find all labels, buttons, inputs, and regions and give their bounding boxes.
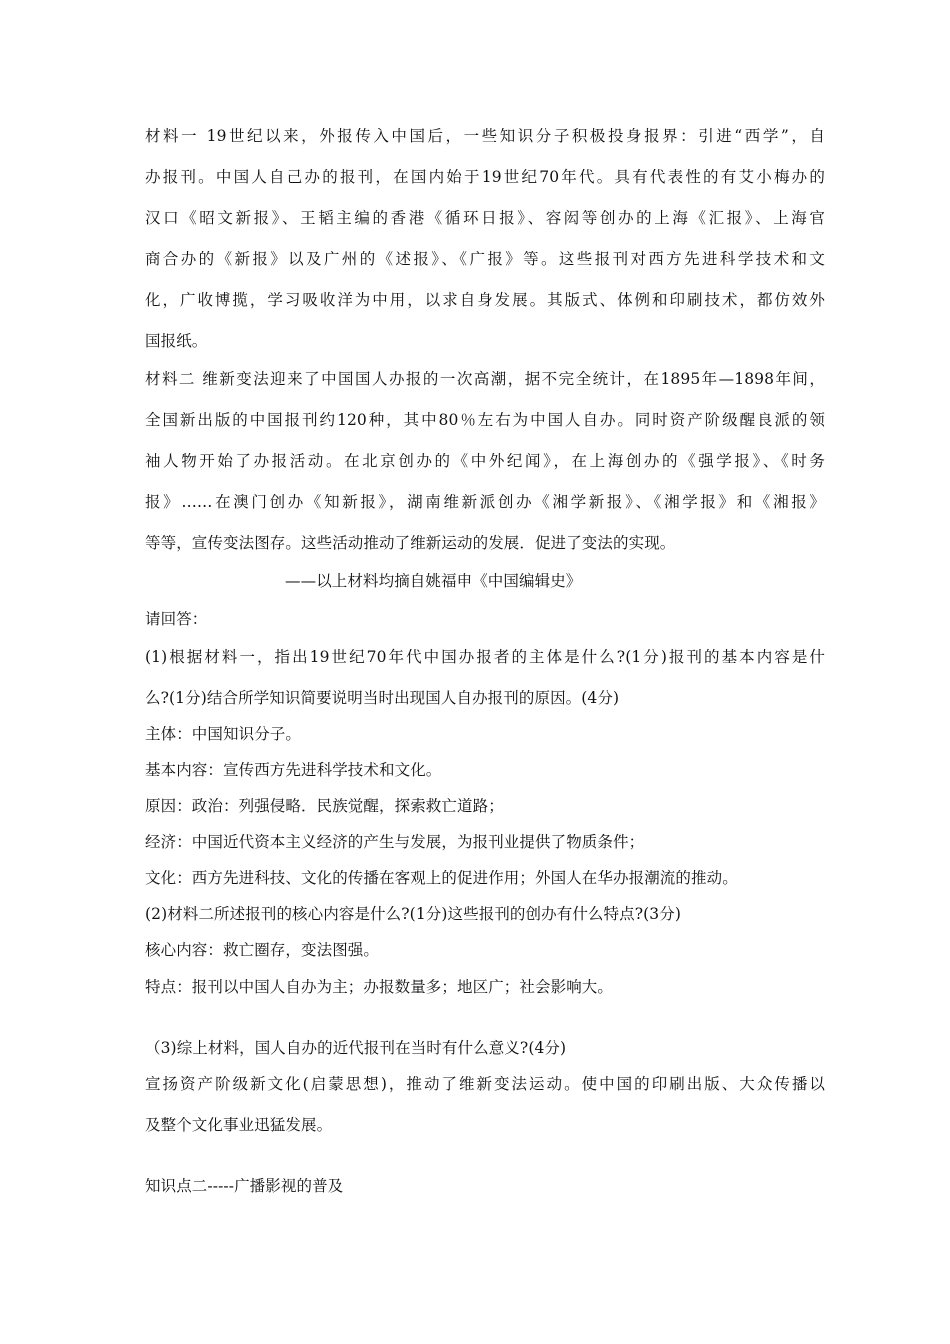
material2-line-2: 全国新出版的中国报刊约120种，其中80％左右为中国人自办。同时资产阶级醒良派的领: [145, 411, 825, 429]
section-heading-broadcast: 知识点二-----广播影视的普及: [145, 1177, 344, 1195]
material1-line-3: 汉口《昭文新报》、王韬主编的香港《循环日报》、容闳等创办的上海《汇报》、上海官: [145, 209, 825, 227]
material1-line-2: 办报刊。中国人自己办的报刊，在国内始于19世纪70年代。具有代表性的有艾小梅办的: [145, 168, 825, 186]
material1-line-5: 化，广收博揽，学习吸收洋为中用，以求自身发展。其版式、体例和印刷技术，都仿效外: [145, 291, 825, 309]
material2-line-4: 报》……在澳门创办《知新报》，湖南维新派创办《湘学新报》、《湘学报》和《湘报》: [145, 493, 825, 511]
q3-answer-line-1: 宣扬资产阶级新文化(启蒙思想)，推动了维新变法运动。使中国的印刷出版、大众传播以: [145, 1075, 825, 1093]
q2-answer-core: 核心内容：救亡圈存，变法图强。: [145, 941, 380, 959]
material2-line-3: 袖人物开始了办报活动。在北京创办的《中外纪闻》，在上海创办的《强学报》、《时务: [145, 452, 825, 470]
q1-answer-reason-economy: 经济：中国近代资本主义经济的产生与发展，为报刊业提供了物质条件；: [145, 833, 645, 851]
q1-answer-subject: 主体：中国知识分子。: [145, 725, 302, 743]
material1-line-6: 国报纸。: [145, 332, 208, 350]
material2-line-5: 等等，宣传变法图存。这些活动推动了维新运动的发展．促进了变法的实现。: [145, 534, 676, 552]
material2-line-1: 材料二 维新变法迎来了中国国人办报的一次高潮，据不完全统计，在1895年—1898年间，: [145, 370, 825, 388]
material1-line-4: 商合办的《新报》以及广州的《述报》、《广报》等。这些报刊对西方先进科学技术和文: [145, 250, 825, 268]
q1-answer-reason-politics: 原因：政治：列强侵略．民族觉醒，探索救亡道路；: [145, 797, 504, 815]
q1-answer-reason-culture: 文化：西方先进科技、文化的传播在客观上的促进作用；外国人在华办报潮流的推动。: [145, 869, 738, 887]
q2-question: (2)材料二所述报刊的核心内容是什么?(1分)这些报刊的创办有什么特点?(3分): [145, 905, 681, 923]
material1-line-1: 材料一 19世纪以来，外报传入中国后，一些知识分子积极投身报界：引进“西学”，自: [145, 127, 825, 145]
q3-question: （3)综上材料，国人自办的近代报刊在当时有什么意义?(4分): [145, 1039, 567, 1057]
q3-answer-line-2: 及整个文化事业迅猛发展。: [145, 1116, 333, 1134]
q1-answer-content: 基本内容：宣传西方先进科学技术和文化。: [145, 761, 442, 779]
q2-answer-features: 特点：报刊以中国人自办为主；办报数量多；地区广；社会影响大。: [145, 978, 614, 996]
material-source: ——以上材料均摘自姚福申《中国编辑史》: [285, 572, 582, 590]
q1-question-line-1: (1)根据材料一，指出19世纪70年代中国办报者的主体是什么?(1分)报刊的基本内容是什: [145, 648, 825, 666]
q1-question-line-2: 么?(1分)结合所学知识简要说明当时出现国人自办报刊的原因。(4分): [145, 689, 620, 707]
answer-prompt: 请回答：: [145, 610, 208, 628]
